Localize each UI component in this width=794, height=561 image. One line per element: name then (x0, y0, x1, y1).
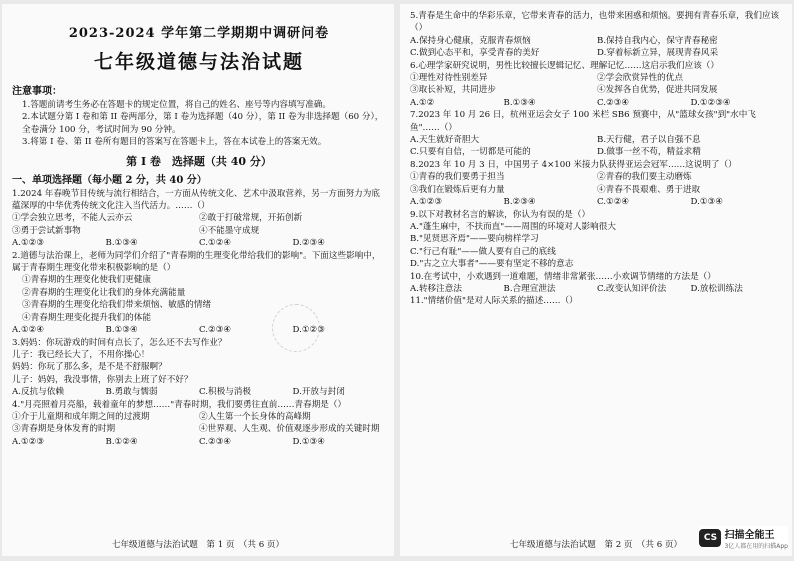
q3-dialogue: 儿子：妈妈，我没事情，你别去上班了好不好？ (12, 374, 193, 385)
subject-title: 七年级道德与法治试题 (93, 51, 304, 73)
question-4: 4."月亮照着月亮船，载着童年的梦想……"青春时期，我们要勇往直前……青春期是（） (12, 399, 347, 410)
q8-statements: ①青春的我们要勇于担当 ②青春的我们要主动磨炼 (410, 172, 692, 183)
q7-choices-2: C.只要有自信，一切都是可能的 D.做事一丝不苟，精益求精 (410, 147, 701, 158)
question-9: 9.以下对教材名言的解读，你认为有误的是（） (410, 209, 591, 220)
q6-choices: A.①② B.①③④ C.②③④ D.①②③④ (410, 97, 731, 108)
notice-3: 3.将第 I 卷、第 II 卷所有题目的答案写在答题卡上，答在本试卷上的答案无效。 (22, 137, 327, 148)
q5-choices: A.保持身心健康，克服青春烦恼 B.保持自我内心，保守青春秘密 (410, 35, 718, 46)
camscanner-logo-icon: CS (699, 529, 721, 547)
q6-statements: ①理性对待性别差异 ②学会欣赏异性的优点 (410, 73, 683, 84)
notice-heading: 注意事项： (12, 86, 62, 97)
q3-choices: A.反抗与依赖 B.勇敢与懦弱 C.积极与消极 D.开放与封闭 (12, 387, 345, 398)
q8-choices: A.①②③ B.②③④ C.①②④ D.①③④ (410, 197, 723, 208)
q9-choice: A."蓬生麻中，不扶而直"——周围的环境对人影响很大 (410, 221, 616, 232)
q6-statements-2: ③取长补短，共同进步 ④发挥各自优势，促进共同发展 (410, 85, 718, 96)
q2-statement: ③青春期的生理变化给我们带来烦恼、敏感的情绪 (22, 300, 212, 311)
q4-choices: A.①②③ B.①②④ C.②③④ D.①③④ (12, 436, 325, 447)
question-8: 8.2023 年 10 月 3 日，中国男子 4×100 米接力队获得亚运会冠军……这说明了（） (410, 159, 737, 170)
page-footer: 七年级道德与法治试题 第 1 页 （共 6 页） (111, 540, 285, 550)
q3-dialogue: 妈妈：你玩了那么多，是不是不舒服啊？ (12, 362, 167, 373)
q4-statements: ①介于儿童期和成年期之间的过渡期 ②人生第一个长身体的高峰期 (12, 411, 311, 422)
exam-title: 2023-2024 学年第二学期期中调研问卷 (68, 26, 330, 41)
q2-statement: ④青春期生理变化提升我们的体能 (22, 312, 151, 323)
q5-choices-2: C.做到心态平和，享受青春的美好 D.穿着标新立异，展现青春风采 (410, 48, 719, 59)
question-2: 2.道德与法治课上，老师为同学们介绍了"青春期的生理变化带给我们的影响"。下面这些影响中，属于青春期生理变化带来积极影响的是（） (12, 250, 381, 274)
q3-dialogue: 儿子：我已经长大了，不用你操心！ (12, 349, 150, 360)
q2-choices: A.①②④ B.①③④ C.②③④ D.①②③ (12, 325, 325, 336)
question-5: 5.青春是生命中的华彩乐章，它带来青春的活力，也带来困惑和烦恼。要拥有青春乐章，我们应该（） (410, 11, 780, 34)
notice-1: 1.答题前请考生务必在答题卡的规定位置，将自己的姓名、座号等内容填写准确。 (22, 100, 331, 110)
q9-choice: D."古之立大事者"——要有坚定不移的意志 (410, 259, 574, 270)
exam-page-2 (400, 4, 792, 556)
q7-choices: A.天生就好奇胆大 B.天行健，君子以自强不息 (410, 135, 701, 146)
question-3: 3.妈妈：你玩游戏的时间有点长了，怎么还不去写作业？ (12, 337, 227, 348)
scanner-watermark (699, 526, 788, 550)
question-1: 1.2024 年春晚节目传统与流行相结合，一方面从传统文化、艺术中汲取营养，另一方面努力为底蕴深厚的中华优秀传统文化注入当代活力。……（） (12, 188, 380, 212)
q9-choice: C."行己有耻"——做人要有自己的底线 (410, 246, 556, 257)
section-heading: 一、单项选择题（每小题 2 分，共 40 分） (12, 174, 207, 186)
q4-statements-2: ③青春期是身体发育的时期 ④世界观、人生观、价值观逐步形成的关键时期 (12, 424, 380, 435)
q9-choice: B."见贤思齐焉"——要向榜样学习 (410, 234, 539, 245)
question-11: 11."情绪价值"是对人际关系的描述……（） (410, 296, 578, 307)
question-7: 7.2023 年 10 月 26 日，杭州亚运会女子 100 米栏 SB6 预赛中，从"篮球女孩"到"水中飞鱼"……（） (410, 110, 756, 133)
q1-statements: ①学会独立思考，不能人云亦云 ②敢于打破常规，开拓创新 (12, 213, 303, 224)
exam-page-1 (2, 4, 394, 556)
q8-statements-2: ③我们在锻炼后更有力量 ④青春不畏艰难、勇于进取 (410, 184, 701, 195)
part-heading: 第 I 卷 选择题（共 40 分） (126, 154, 272, 168)
q2-statement: ②青春期的生理变化让我们的身体充满能量 (22, 287, 186, 298)
q1-choices: A.①②③ B.①③④ C.①②④ D.②③④ (12, 238, 325, 249)
notice-2: 2.本试题分第 I 卷和第 II 卷两部分，第 I 卷为选择题（40 分），第 II 卷为非选择题（60 分），全卷满分 100 分，考试时间为 90 分钟。 (22, 112, 384, 135)
scanner-name: 扫描全能王 (724, 530, 775, 541)
q10-choices: A.转移注意法 B.合理宣泄法 C.改变认知评价法 D.放松训练法 (410, 283, 743, 294)
q1-statements-2: ③勇于尝试新事物 ④不能墨守成规 (12, 225, 260, 236)
q2-statement: ①青春期的生理变化使我们更健康 (22, 275, 151, 286)
question-6: 6.心理学家研究说明，男性比较擅长逻辑记忆、理解记忆……这启示我们应该（） (410, 60, 719, 71)
page-footer: 七年级道德与法治试题 第 2 页 （共 6 页） (509, 540, 683, 550)
question-10: 10.在考试中，小欢遇到一道难题，情绪非常紧张……小欢调节情绪的方法是（） (410, 271, 716, 282)
scanner-tagline: 3亿人都在用的扫描App (724, 543, 788, 550)
